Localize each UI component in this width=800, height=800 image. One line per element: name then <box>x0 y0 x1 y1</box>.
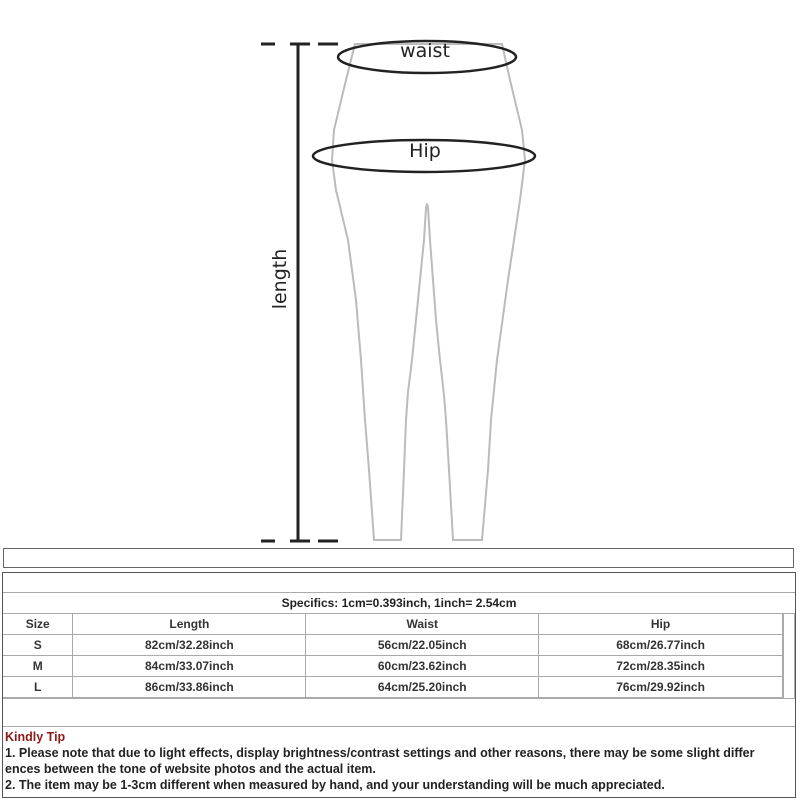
table-header-row <box>3 614 783 635</box>
header-waist: Waist <box>306 614 539 635</box>
hip-cell: 76cm/29.92inch <box>539 677 783 698</box>
size-table <box>3 614 783 698</box>
length-cell: 84cm/33.07inch <box>73 656 306 677</box>
length-cell: 82cm/32.28inch <box>73 635 306 656</box>
size-cell: L <box>3 677 73 698</box>
spacer-row <box>3 698 795 727</box>
length-label: length <box>269 248 291 310</box>
kindly-tip-section <box>5 729 790 793</box>
hip-label: Hip <box>409 140 441 162</box>
blank-row <box>3 573 795 593</box>
size-chart-panel <box>2 572 796 798</box>
hip-cell: 68cm/26.77inch <box>539 635 783 656</box>
tip-line-1b: ences between the tone of website photos and the actual item. <box>5 762 376 776</box>
size-cell: M <box>3 656 73 677</box>
tip-line-1a: 1. Please note that due to light effects, display brightness/contrast settings and other reasons, there may be some slight differ <box>5 746 755 760</box>
table-row <box>3 635 783 656</box>
header-hip: Hip <box>539 614 783 635</box>
waist-cell: 64cm/25.20inch <box>306 677 539 698</box>
size-cell: S <box>3 635 73 656</box>
tip-line-2: 2. The item may be 1-3cm different when measured by hand, and your understanding will be much appreciated. <box>5 778 665 792</box>
waist-cell: 60cm/23.62inch <box>306 656 539 677</box>
hip-cell: 72cm/28.35inch <box>539 656 783 677</box>
table-row <box>3 677 783 698</box>
specifics-note: Specifics: 1cm=0.393inch, 1inch= 2.54cm <box>3 593 795 614</box>
empty-banner <box>3 548 794 568</box>
waist-label: waist <box>400 40 450 62</box>
table-edge-strip <box>783 614 795 698</box>
length-cell: 86cm/33.86inch <box>73 677 306 698</box>
header-length: Length <box>73 614 306 635</box>
waist-cell: 56cm/22.05inch <box>306 635 539 656</box>
header-size: Size <box>3 614 73 635</box>
tip-title: Kindly Tip <box>5 730 66 744</box>
table-row <box>3 656 783 677</box>
